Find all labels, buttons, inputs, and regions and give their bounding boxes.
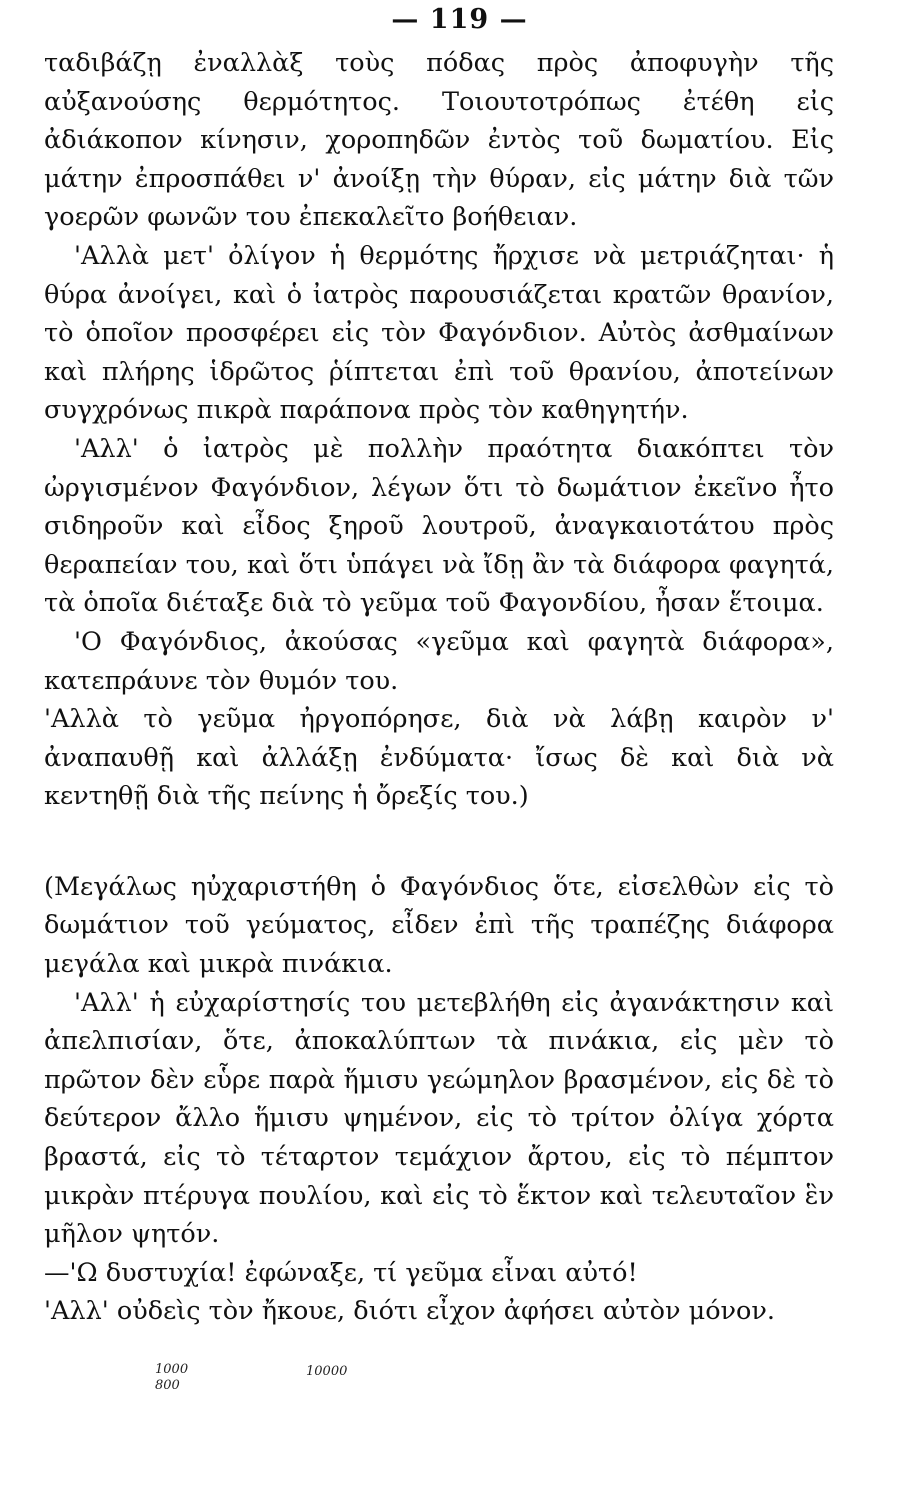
paragraph-gap [44,816,834,868]
paragraph: ταδιβάζῃ ἐναλλὰξ τοὺς πόδας πρὸς ἀποφυγὴν τῆς αὐξανούσης θερμότητος. Τοιουτοτρόπως ἐτέθη εἰς ἀδιάκοπον κίνησιν, χοροπηδῶν ἐντὸς τοῦ δωματίου. Εἰς μάτην ἐπροσπάθει ν' ἀνοίξῃ τὴν θύραν, εἰς μάτην διὰ τῶν γοερῶν φωνῶν του ἐπεκαλεῖτο βοήθειαν. [44,48,834,233]
paragraph: 'Αλλὰ μετ' ὀλίγον ἡ θερμότης ἤρχισε νὰ μετριάζηται· ἡ θύρα ἀνοίγει, καὶ ὁ ἰατρὸς παρουσιάζεται κρατῶν θρανίον, τὸ ὁποῖον προσφέρει εἰς τὸν Φαγόνδιον. Αὐτὸς ἀσθμαίνων καὶ πλήρης ἱδρῶτος ῥίπτεται ἐπὶ τοῦ θρανίου, ἀποτείνων συγχρόνως πικρὰ παράπονα πρὸς τὸν καθηγητήν. [44,240,834,426]
paragraph: 'Αλλ' οὐδεὶς τὸν ἤκουε, διότι εἶχον ἀφήσει αὐτὸν μόνον. [44,1296,776,1327]
body-text [44,44,834,1331]
handwritten-mark-right: 10000 [306,1364,348,1379]
paragraph: 'Αλλ' ὁ ἰατρὸς μὲ πολλὴν πραότητα διακόπτει τὸν ὠργισμένον Φαγόνδιον, λέγων ὅτι τὸ δωμάτιον ἐκεῖνο ἦτο σιδηροῦν καὶ εἶδος ξηροῦ λουτροῦ, ἀναγκαιοτάτου πρὸς θεραπείαν του, καὶ ὅτι ὑπάγει νὰ ἴδῃ ἂν τὰ διάφορα φαγητά, τὰ ὁποῖα διέταξε διὰ τὸ γεῦμα τοῦ Φαγονδίου, ἦσαν ἕτοιμα. [44,433,834,619]
page-number: — 119 — [391,4,528,35]
paragraph: 'Αλλὰ τὸ γεῦμα ἠργοπόρησε, διὰ νὰ λάβῃ καιρὸν ν' ἀναπαυθῇ καὶ ἀλλάξῃ ἐνδύματα· ἴσως δὲ καὶ διὰ νὰ κεντηθῇ διὰ τῆς πείνης ἡ ὄρεξίς του.) [44,704,834,812]
paragraph: 'Ο Φαγόνδιος, ἀκούσας «γεῦμα καὶ φαγητὰ διάφορα», κατεπράυνε τὸν θυμόν του. [44,626,834,696]
handwritten-number: 800 [155,1378,180,1393]
paragraph: (Μεγάλως ηὐχαριστήθη ὁ Φαγόνδιος ὅτε, εἰσελθὼν εἰς τὸ δωμάτιον τοῦ γεύματος, εἶδεν ἐπὶ τῆς τραπέζης διάφορα μεγάλα καὶ μικρὰ πινάκια. [44,871,834,980]
handwritten-number: 1000 [155,1362,189,1377]
handwritten-mark-left [155,1362,188,1394]
paragraph: —'Ω δυστυχία! ἐφώναξε, τί γεῦμα εἶναι αὐτό! [44,1257,638,1288]
paragraph: 'Αλλ' ἡ εὐχαρίστησίς του μετεβλήθη εἰς ἀγανάκτησιν καὶ ἀπελπισίαν, ὅτε, ἀποκαλύπτων τὰ πινάκια, εἰς μὲν τὸ πρῶτον δὲν εὗρε παρὰ ἥμισυ γεώμηλον βρασμένον, εἰς δὲ τὸ δεύτερον ἄλλο ἥμισυ ψημένον, εἰς τὸ τρίτον ὀλίγα χόρτα βραστά, εἰς τὸ τέταρτον τεμάχιον ἄρτου, εἰς τὸ πέμπτον μικρὰν πτέρυγα πουλίου, καὶ εἰς τὸ ἕκτον καὶ τελευταῖον ἓν μῆλον ψητόν. [44,987,834,1250]
